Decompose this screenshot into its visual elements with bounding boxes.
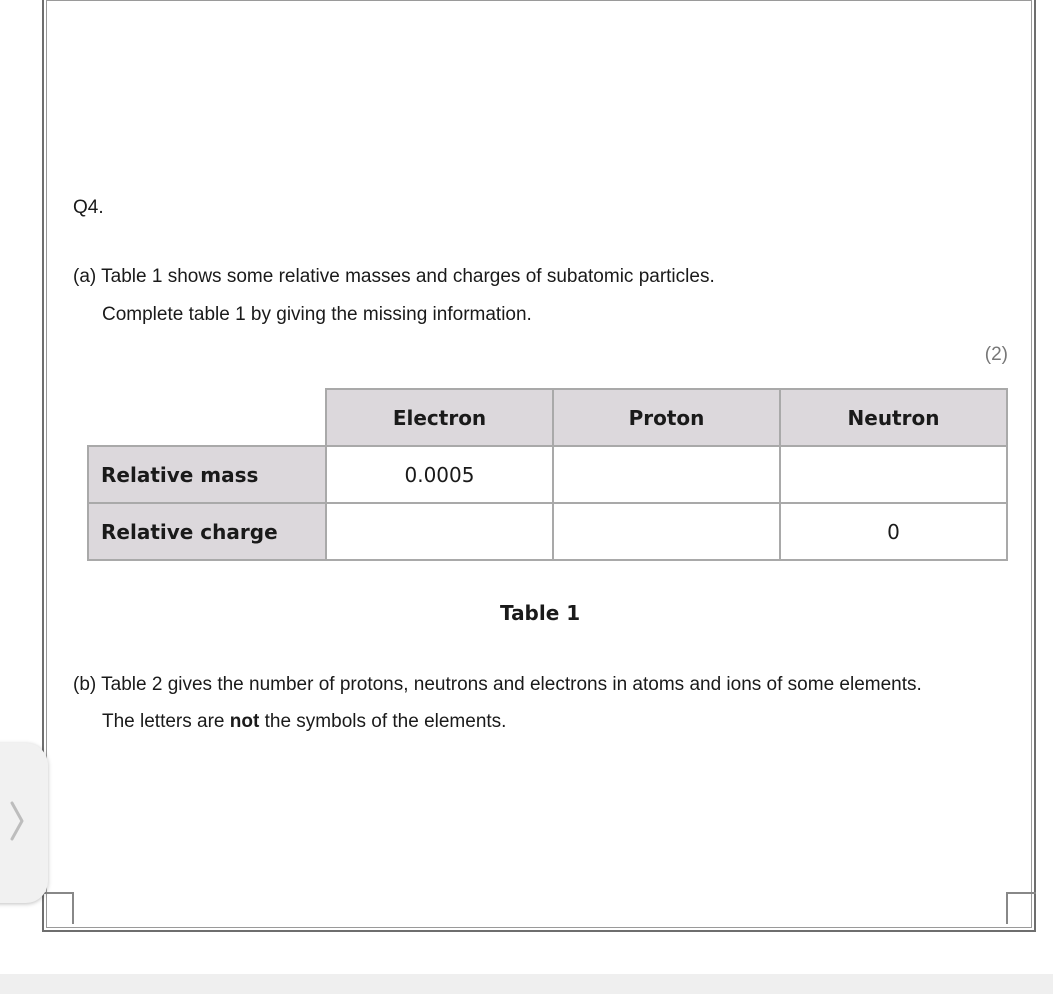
crop-mark-left [44,892,74,924]
question-number: Q4. [73,197,104,218]
crop-mark-right [1006,892,1036,924]
cell-electron-charge [326,503,553,560]
header-electron: Electron [326,389,553,446]
cell-neutron-charge: 0 [780,503,1007,560]
cell-proton-mass [553,446,780,503]
part-b-note-emphasis: not [229,711,260,732]
part-a-instruction: Complete table 1 by giving the missing information. [102,304,532,325]
table-1 [87,388,1008,561]
table-header-row [88,389,1007,446]
marks-indicator: (2) [984,344,1008,365]
row-label-relative-charge: Relative charge [88,503,326,560]
part-b-note-end: the symbols of the elements. [259,711,507,732]
table-1-caption: Table 1 [500,601,581,625]
part-b-intro: (b) Table 2 gives the number of protons, neutrons and electrons in atoms and ions of some elements. [73,674,922,695]
part-b-note-start: The letters are [102,711,230,732]
table-row [88,446,1007,503]
chevron-right-icon [10,801,24,841]
next-page-tab[interactable] [0,743,48,903]
table-row [88,503,1007,560]
header-neutron: Neutron [780,389,1007,446]
table-corner [88,389,326,446]
header-proton: Proton [553,389,780,446]
cell-electron-mass: 0.0005 [326,446,553,503]
bottom-bar [0,974,1053,994]
cell-proton-charge [553,503,780,560]
row-label-relative-mass: Relative mass [88,446,326,503]
part-a-intro: (a) Table 1 shows some relative masses and charges of subatomic particles. [73,266,715,287]
part-b-note [102,711,506,733]
cell-neutron-mass [780,446,1007,503]
